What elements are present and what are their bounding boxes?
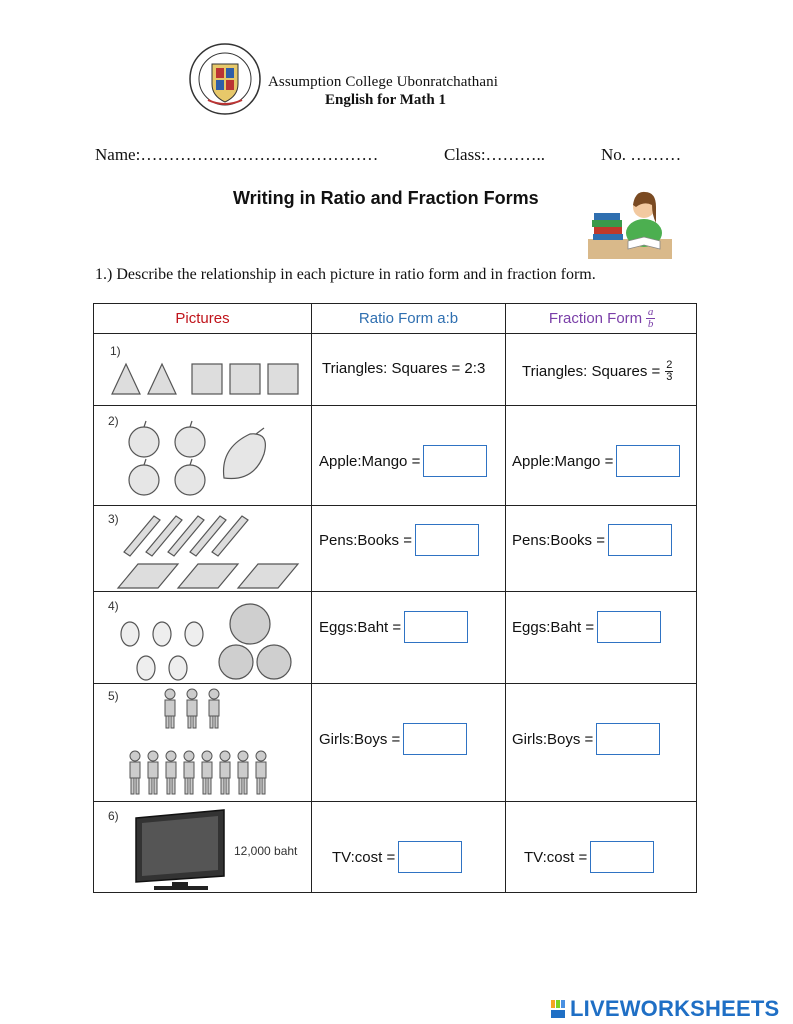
apple-icon <box>129 465 159 495</box>
egg-icon <box>137 656 155 680</box>
book-icon <box>238 564 298 588</box>
row1-denominator: 3 <box>666 370 673 383</box>
row4-fraction-label: Eggs:Baht = <box>512 618 595 636</box>
row-number: 3) <box>108 512 119 526</box>
header-pictures: Pictures <box>175 310 230 327</box>
boy-icon <box>202 751 212 794</box>
row1-fraction-label: Triangles: Squares = <box>522 362 661 380</box>
boy-icon <box>130 751 140 794</box>
row4-ratio-label: Eggs:Baht = <box>319 618 402 636</box>
row2-fraction <box>512 444 680 478</box>
row-number: 5) <box>108 689 119 703</box>
worksheet-title: Writing in Ratio and Fraction Forms <box>233 188 539 208</box>
row4-fraction-answer-box[interactable] <box>597 611 661 643</box>
row5-fraction <box>512 722 660 756</box>
row6-fraction-label: TV:cost = <box>524 848 588 866</box>
worksheet-table <box>93 303 697 893</box>
row6-ratio <box>332 840 462 874</box>
row2-fraction-answer-box[interactable] <box>616 445 680 477</box>
header-fraction-symbol <box>646 307 655 330</box>
girl-icon <box>187 689 197 728</box>
mango-icon <box>224 434 266 479</box>
row6-ratio-label: TV:cost = <box>332 848 396 866</box>
egg-icon <box>185 622 203 646</box>
row5-ratio-label: Girls:Boys = <box>319 730 401 748</box>
school-name: Assumption College Ubonratchathani <box>268 74 499 90</box>
row5-fraction-label: Girls:Boys = <box>512 730 594 748</box>
square-icon <box>192 364 222 394</box>
frac-denominator: b <box>647 318 654 330</box>
row1-numerator: 2 <box>666 358 673 371</box>
row6-fraction <box>524 840 654 874</box>
row6-fraction-answer-box[interactable] <box>590 841 654 873</box>
row3-fraction <box>512 523 672 557</box>
egg-icon <box>121 622 139 646</box>
eggs-coins-picture <box>116 600 302 684</box>
row-number: 4) <box>108 599 119 613</box>
frac-numerator: a <box>647 306 654 318</box>
triangles-squares-picture <box>110 358 300 398</box>
row-number: 2) <box>108 414 119 428</box>
row2-fraction-label: Apple:Mango = <box>512 452 614 470</box>
tv-icon <box>132 808 232 892</box>
coin-icon <box>230 604 270 644</box>
boy-icon <box>166 751 176 794</box>
row6-ratio-answer-box[interactable] <box>398 841 462 873</box>
class-field[interactable]: Class:……….. <box>444 145 546 164</box>
course-title: English for Math 1 <box>325 92 446 108</box>
triangle-icon <box>112 364 140 394</box>
row-number: 1) <box>110 344 121 358</box>
instruction-text: 1.) Describe the relationship in each picture in ratio form and in fraction form. <box>95 266 596 283</box>
row3-ratio-answer-box[interactable] <box>415 524 479 556</box>
row1-ratio: Triangles: Squares = 2:3 <box>322 359 486 377</box>
girl-icon <box>165 689 175 728</box>
boy-icon <box>256 751 266 794</box>
row4-ratio-answer-box[interactable] <box>404 611 468 643</box>
egg-icon <box>169 656 187 680</box>
square-icon <box>268 364 298 394</box>
apples-mango-picture <box>124 418 274 500</box>
boy-icon <box>220 751 230 794</box>
row2-ratio-answer-box[interactable] <box>423 445 487 477</box>
row5-fraction-answer-box[interactable] <box>596 723 660 755</box>
square-icon <box>230 364 260 394</box>
row5-ratio-answer-box[interactable] <box>403 723 467 755</box>
name-field[interactable]: Name:…………………………………… <box>95 145 379 164</box>
book-icon <box>178 564 238 588</box>
row4-ratio <box>319 610 468 644</box>
header-fraction-form <box>506 304 698 333</box>
header-fraction-label: Fraction Form <box>548 310 643 327</box>
coin-icon <box>257 645 291 679</box>
row3-ratio <box>319 523 479 557</box>
boy-icon <box>238 751 248 794</box>
row3-fraction-label: Pens:Books = <box>512 531 605 549</box>
row3-ratio-label: Pens:Books = <box>319 531 412 549</box>
liveworksheets-logo-icon <box>551 1000 567 1018</box>
row4-fraction <box>512 610 661 644</box>
row-number: 6) <box>108 809 119 823</box>
header-ratio-form: Ratio Form a:b <box>358 310 459 327</box>
school-seal-icon <box>188 42 262 116</box>
boy-icon <box>184 751 194 794</box>
number-field[interactable]: No. ……… <box>601 145 682 164</box>
apple-icon <box>129 427 159 457</box>
row3-fraction-answer-box[interactable] <box>608 524 672 556</box>
girls-boys-picture <box>128 688 276 800</box>
book-icon <box>118 564 178 588</box>
row2-ratio-label: Apple:Mango = <box>319 452 421 470</box>
liveworksheets-logo <box>551 996 779 1022</box>
row2-ratio <box>319 444 487 478</box>
row1-fraction-value <box>665 360 673 383</box>
pens-books-picture <box>116 512 302 590</box>
apple-icon <box>175 427 205 457</box>
coin-icon <box>219 645 253 679</box>
apple-icon <box>175 465 205 495</box>
row1-fraction <box>522 356 673 386</box>
triangle-icon <box>148 364 176 394</box>
boy-icon <box>148 751 158 794</box>
tv-price: 12,000 baht <box>234 844 298 858</box>
teacher-reading-icon <box>588 183 672 259</box>
girl-icon <box>209 689 219 728</box>
row5-ratio <box>319 722 467 756</box>
egg-icon <box>153 622 171 646</box>
liveworksheets-brand: LIVEWORKSHEETS <box>570 996 780 1021</box>
